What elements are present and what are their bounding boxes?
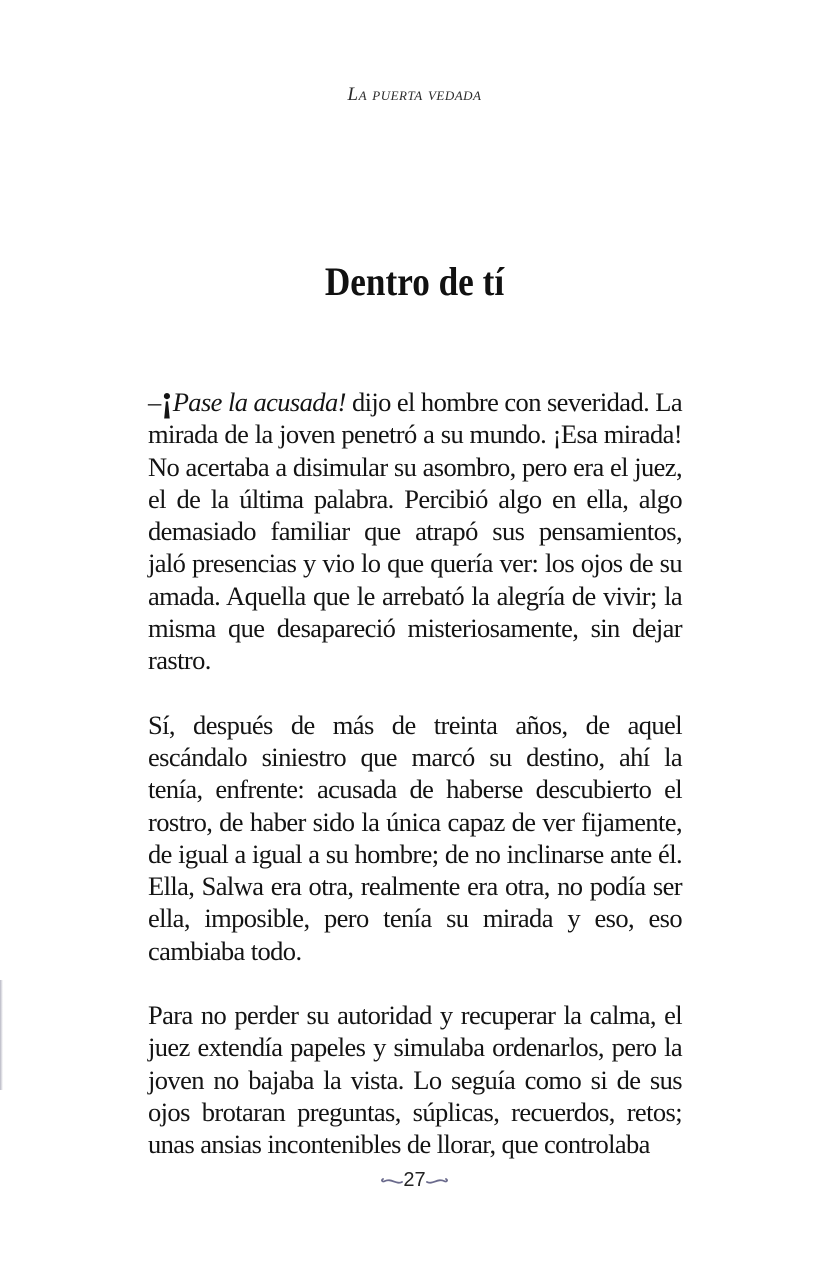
left-flourish-icon [379,1176,403,1186]
page-number: 27 [403,1169,426,1191]
page-folio [0,1169,829,1192]
paragraph-1-text: dijo el hombre con severidad. La mirada de la joven penetró a su mundo. ¡Esa mirada! No acertaba a disimular su asombro, pero era el juez, el de la última palabra. Percibió algo en ella, algo demasiado familiar que atrapó sus pensamientos, jaló presencias y vio lo que quería ver: los ojos de su amada. Aquella que le arrebató la alegría de vivir; la misma que desapareció misteriosamente, sin dejar rastro. [148,387,682,676]
paragraph-3: Para no perder su autoridad y recuperar la calma, el juez extendía papeles y simulaba ordenarlos, pero la joven no bajaba la vista. Lo seguía como si de sus ojos brotaran preguntas, súplicas, recuerdos, retos; unas ansias incontenibles de llorar, que controlaba [148,1000,682,1160]
body-text [148,378,682,1193]
right-flourish-icon [426,1176,450,1186]
paragraph-1 [148,378,682,677]
paragraph-2: Sí, después de más de treinta años, de aquel escándalo siniestro que marcó su destino, ahí la tenía, enfrente: acusada de haberse descubierto el rostro, de haber sido la única capaz de ver fijamente, de igual a igual a su hombre; de no inclinarse ante él. Ella, Salwa era otra, realmente era otra, no podía ser ella, imposible, pero tenía su mirada y eso, eso cambiaba todo. [148,709,682,966]
dialogue-speech: Pase la acusada! [172,387,346,417]
page-edge-shadow [0,980,3,1090]
running-header: La puerta vedada [347,84,482,105]
dialogue-dash: – [148,387,161,417]
chapter-title: Dentro de tí [324,259,505,304]
exclamation-open-mark: ¡ [160,378,173,420]
